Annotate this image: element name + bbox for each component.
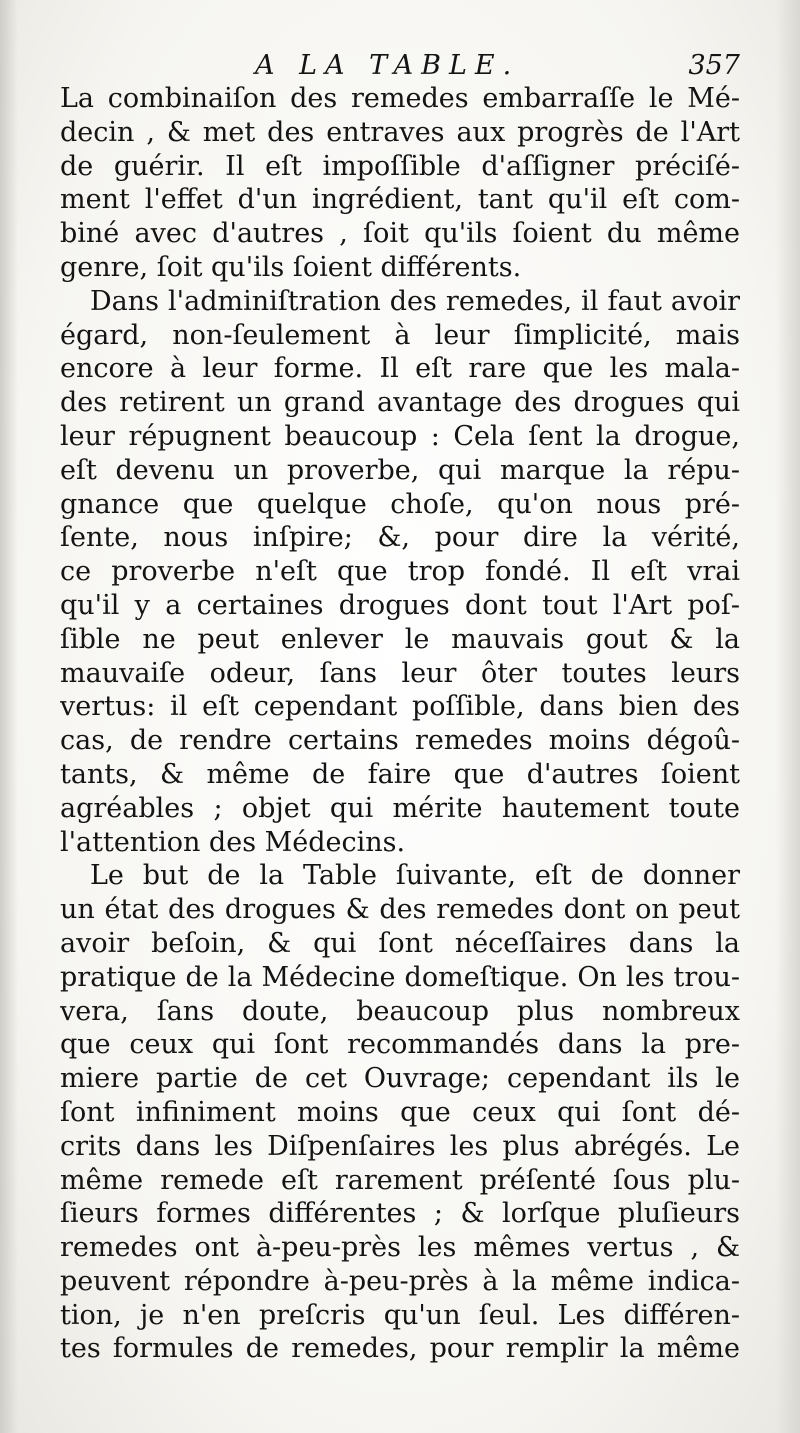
text-line: égard, non-ſeulement à leur ſimplicité, mais [60, 319, 740, 351]
text-line: encore à leur forme. Il eſt rare que les mala- [60, 353, 740, 385]
text-line: peuvent répondre à-peu-près à la même indica- [60, 1265, 740, 1297]
text-line: ſieurs formes différentes ; & lorſque pluſieurs [60, 1198, 740, 1230]
page-number: 357 [688, 50, 740, 81]
text-line: mauvaiſe odeur, ſans leur ôter toutes leurs [60, 657, 740, 689]
text-line: La combinaiſon des remedes embarraſſe le Mé- [60, 83, 740, 114]
text-line: remedes ont à-peu-près les mêmes vertus , & [60, 1232, 740, 1264]
text-line: ſont infiniment moins que ceux qui ſont dé- [60, 1096, 740, 1128]
text-line: miere partie de cet Ouvrage; cependant ils le [60, 1063, 740, 1095]
text-line: leur répugnent beaucoup : Cela ſent la drogue, [60, 420, 740, 452]
page-left-shadow [0, 0, 18, 1433]
text-line: tes formules de remedes, pour remplir la même [60, 1333, 740, 1365]
text-line: eſt devenu un proverbe, qui marque la répu- [60, 454, 740, 486]
text-line: decin , & met des entraves aux progrès de l'Art [60, 116, 740, 148]
text-line: biné avec d'autres , ſoit qu'ils ſoient du même [60, 218, 740, 250]
text-line: gnance que quelque choſe, qu'on nous pré- [60, 488, 740, 520]
text-line: tants, & même de faire que d'autres ſoient [60, 758, 740, 790]
running-head: A LA TABLE. [255, 50, 520, 81]
text-line: pratique de la Médecine domeſtique. On les trou- [60, 961, 740, 993]
body-text [60, 82, 740, 1366]
text-line: ment l'effet d'un ingrédient, tant qu'il eſt com- [60, 184, 740, 216]
text-line: l'attention des Médecins. [60, 826, 406, 858]
text-line: vera, ſans doute, beaucoup plus nombreux [60, 995, 740, 1027]
text-line: tion, je n'en preſcris qu'un ſeul. Les différen- [60, 1299, 740, 1331]
text-line: vertus: il eſt cependant poſſible, dans bien des [60, 691, 740, 723]
text-line: agréables ; objet qui mérite hautement toute [60, 792, 740, 824]
text-line: crits dans les Diſpenſaires les plus abrégés. Le [60, 1130, 740, 1162]
text-line: ſible ne peut enlever le mauvais gout & la [60, 623, 740, 655]
text-line: avoir beſoin, & qui ſont néceſſaires dans la [60, 927, 740, 959]
page-right-shadow [776, 0, 800, 1433]
text-line: genre, ſoit qu'ils ſoient différents. [60, 251, 522, 283]
text-line: cas, de rendre certains remedes moins dégoû- [60, 725, 740, 757]
text-line: ſente, nous inſpire; &, pour dire la vérité, [60, 522, 740, 554]
text-line: que ceux qui ſont recommandés dans la pre- [60, 1029, 740, 1061]
text-line: même remede eſt rarement préſenté ſous plu- [60, 1164, 740, 1196]
text-line: de guérir. Il eſt impoſſible d'aſſigner préciſé- [60, 150, 740, 182]
text-line: un état des drogues & des remedes dont on peut [60, 894, 740, 926]
text-line: Dans l'adminiſtration des remedes, il faut avoir [90, 285, 740, 317]
text-line: Le but de la Table ſuivante, eſt de donner [90, 860, 740, 892]
text-line: qu'il y a certaines drogues dont tout l'Art poſ- [60, 589, 740, 621]
text-line: ce proverbe n'eſt que trop fondé. Il eſt vrai [60, 556, 740, 588]
text-line: des retirent un grand avantage des drogues qui [60, 387, 740, 419]
